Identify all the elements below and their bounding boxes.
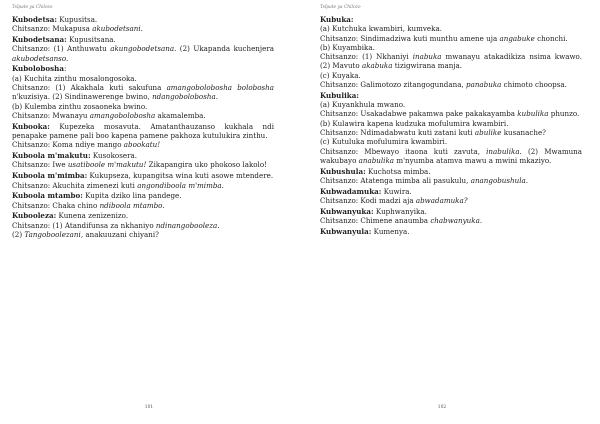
sense-a: (a) Kutchuka kwambiri, kumveka. [320, 24, 442, 34]
example-italic: panabuka [466, 80, 502, 90]
example-italic: anabulika [358, 155, 395, 165]
example-italic: angabuke [499, 33, 535, 43]
example-text: n'kuzisiya. (2) Sindinawerenge bwino, [12, 92, 153, 102]
headword: Kuboola m'mimba: [12, 171, 88, 181]
entry-kuboola-mtambo [12, 191, 274, 210]
example-label: Chitsanzo: [12, 110, 51, 120]
definition: Kumenya. [371, 227, 410, 237]
definition: Kuphwanyika. [373, 206, 427, 216]
entry-kubushula [320, 167, 582, 186]
example-label: Chitsanzo: [320, 128, 359, 138]
headword: Kubodetsana: [12, 35, 67, 45]
example-label: Chitsanzo: [12, 140, 51, 150]
example-text: mwanayu atakadikiza nsima kwawo. (2) Mavuto [320, 52, 582, 71]
definition: Kupita dziko lina pandege. [82, 191, 182, 201]
headword: Kubodetsa: [12, 15, 58, 24]
example-label: Chitsanzo: [12, 160, 51, 170]
example-text: Galimotozo zitangogundana, [358, 80, 467, 90]
example-italic: kubulika [517, 109, 549, 119]
entry-kubwanyula [320, 227, 582, 236]
example-italic: abookatu! [123, 140, 161, 150]
example-label: Chitsanzo: [320, 176, 359, 186]
example-text: anakuuzani chiyani? [83, 230, 159, 240]
example-label: Chitsanzo: [12, 83, 51, 93]
example-text: Atatenga mimba ali pasukulu, [358, 176, 471, 186]
left-page-text [12, 15, 274, 241]
example-text: m'nyumba atamva mawu a mwini mkaziyo. [394, 155, 552, 165]
sense-a: (a) Kuyankhula mwano. [320, 100, 406, 110]
headword: Kubooleza: [12, 211, 57, 221]
example-italic: Tangoboolezani, [24, 230, 84, 240]
example-text: akamalemba. [155, 110, 206, 120]
example-text: Koma ndiye mango [50, 140, 124, 150]
headword: Kubolobosha [12, 64, 64, 74]
definition: Kunena zenizenizo. [56, 211, 129, 221]
example-italic: inabuka [412, 52, 442, 62]
example-text: Mbewayo itaona kuti zavuta, [358, 146, 487, 156]
example-label: Chitsanzo: [12, 24, 51, 34]
example-text: Sindimadziwa kuti munthu amene uja [358, 33, 500, 43]
example-italic: usatiboole m'makutu! [67, 160, 147, 170]
example-text: kusanache? [501, 128, 546, 138]
headword: Kubwanyula: [320, 227, 372, 237]
page-number: 102 [437, 405, 447, 410]
example-italic: amangobolobosha bolobosha [166, 83, 274, 93]
entry-kuboola-mimba [12, 171, 274, 190]
sense-b: (b) Kuyambika. [320, 42, 375, 52]
example-label: Chitsanzo: [12, 220, 51, 230]
example-text: Chimene anaumba [358, 216, 431, 226]
example-italic: akabuka [361, 61, 393, 71]
example-italic: akubodetsani. [92, 24, 143, 34]
sense-a: (a) Kuchita zinthu mosalongosoka. [12, 73, 137, 83]
entry-kubuka [320, 15, 582, 89]
entry-kuboola-makutu [12, 151, 274, 170]
example-text: tizigwirana manja. [392, 61, 463, 71]
entry-kubwanyuka [320, 207, 582, 226]
example-italic: akungobodetsana. [110, 44, 177, 54]
definition: Kuwira. [381, 186, 412, 196]
example-label: Chitsanzo: [320, 109, 359, 119]
running-head: Tsîpate ya Chilozo [12, 5, 53, 10]
example-label: Chitsanzo: [320, 80, 359, 90]
entry-kubooka [12, 122, 274, 150]
example-label: Chitsanzo: [320, 216, 359, 226]
sense-c: (c) Kuyaka. [320, 70, 361, 80]
definition: Kukupseza, kupangitsa wina kuti asowe mtendere. [87, 171, 274, 181]
example-label: Chitsanzo: [320, 33, 359, 43]
definition: Kupusitsa. [57, 15, 98, 24]
example-text: (2) Ukapanda kuchenjera [176, 44, 274, 54]
headword: Kubwanyuka: [320, 206, 374, 216]
entry-kubulika [320, 91, 582, 165]
example-text: (2) Mwamuna wakubayo [320, 146, 583, 165]
example-text: (2) [12, 230, 25, 240]
running-head: Tsîpate ya Chilozo [320, 5, 361, 10]
entry-kubodetsana [12, 35, 274, 63]
headword: Kubooka: [12, 121, 50, 131]
headword: Kubuka: [320, 15, 354, 24]
example-text: Iwe [50, 160, 68, 170]
example-text: Ndimadabwatu kuti zatani kuti [358, 128, 475, 138]
example-italic: inabulika. [486, 146, 522, 156]
example-text: Chaka chino [50, 200, 100, 210]
example-text: Zikapangira uko phokoso lakolo! [146, 160, 268, 170]
definition: Kupezeka mosavuta. Amatanthauzanso kukhala ndi penapake pamene pali boo kapena pamene pakhoza kutulukira zinthu. [12, 121, 274, 141]
headword: Kubulika: [320, 90, 359, 100]
example-label: Chitsanzo: [12, 200, 51, 210]
example-label: Chitsanzo: [320, 196, 359, 206]
example-text: chimoto choopsa. [501, 80, 567, 90]
example-label: Chitsanzo: [320, 52, 359, 62]
example-italic: angondiboola m'mimba. [137, 180, 224, 190]
sense-b: (b) Kulemba zinthu zosaoneka bwino. [12, 101, 148, 111]
example-italic: abwadamuka? [415, 196, 468, 206]
headword: Kuboola m'makutu: [12, 151, 91, 161]
entry-kubodetsa [12, 15, 274, 34]
example-italic: ndinangobooleza. [155, 220, 220, 230]
example-text: (1) Anthuwatu [50, 44, 111, 54]
example-label: Chitsanzo: [12, 180, 51, 190]
right-page [300, 0, 600, 424]
example-italic: ndangobolobosha. [152, 92, 218, 102]
example-text: (1) Nkhaniyi [358, 52, 413, 62]
example-text: chonchi. [534, 33, 568, 43]
definition: Kusokosera. [90, 151, 138, 161]
example-italic: amangobolobosha [89, 110, 156, 120]
entry-kubolobosha [12, 64, 274, 120]
right-page-text [320, 15, 582, 238]
example-text: Usakadabwe pakamwa pake pakakayamba [358, 109, 518, 119]
example-italic: anangobushula. [470, 176, 529, 186]
example-label: Chitsanzo: [320, 146, 359, 156]
headword: Kubushula: [320, 166, 366, 176]
example-italic: abulike [474, 128, 502, 138]
example-text: (1) Akakhala kuti sakufuna [50, 83, 167, 93]
entry-kubwadamuka [320, 187, 582, 206]
entry-kubooleza [12, 211, 274, 239]
example-text: phunzo. [548, 109, 580, 119]
example-text: Mwanayu [50, 110, 90, 120]
example-text: Kodi madzi aja [358, 196, 416, 206]
headword-colon: : [63, 64, 67, 74]
example-text: Mukapusa [50, 24, 93, 34]
page-number: 101 [144, 405, 154, 410]
definition: Kuchotsa mimba. [365, 166, 431, 176]
example-italic: chabwanyuka. [430, 216, 483, 226]
headword: Kubwadamuka: [320, 186, 382, 196]
sense-b: (b) Kulawira kapena kudzuka mofulumira kwambiri. [320, 118, 509, 128]
example-text: Akuchita zimenezi kuti [50, 180, 138, 190]
sense-c: (c) Kutuluka mofulumira kwambiri. [320, 137, 448, 147]
example-italic: ndiboola mtambo. [99, 200, 165, 210]
example-italic: akubodetsanso. [12, 53, 69, 63]
headword: Kuboola mtambo: [12, 191, 83, 201]
example-text: (1) Atandifunsa za nkhaniyo [50, 220, 156, 230]
example-label: Chitsanzo: [12, 44, 51, 54]
definition: Kupusitsana. [66, 35, 116, 45]
